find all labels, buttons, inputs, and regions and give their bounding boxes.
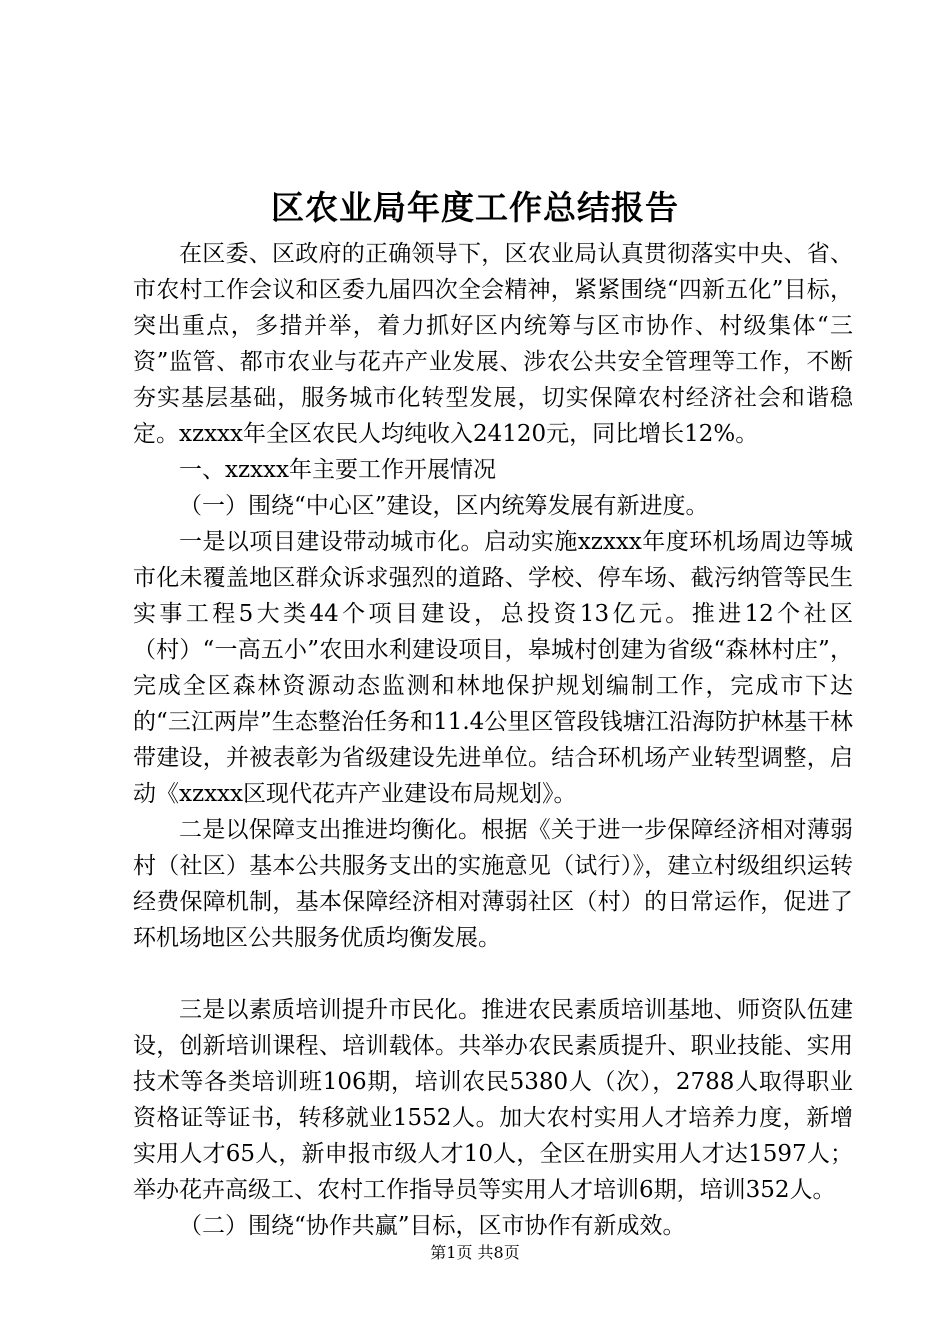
intro-paragraph: 在区委、区政府的正确领导下，区农业局认真贯彻落实中央、省、市农村工作会议和区委九届四次全会精神，紧紧围绕“四新五化”目标，突出重点，多措并举，着力抓好区内统筹与区市协作、村级集体“三资”监管、都市农业与花卉产业发展、涉农公共安全管理等工作，不断夯实基层基础，服务城市化转型发展，切实保障农村经济社会和谐稳定。xzxxx年全区农民人均纯收入24120元，同比增长12%。 <box>133 241 853 447</box>
body-paragraph-1: 一是以项目建设带动城市化。启动实施xzxxx年度环机场周边等城市化未覆盖地区群众诉求强烈的道路、学校、停车场、截污纳管等民生实事工程5大类44个项目建设，总投资13亿元。推进12个社区（村）“一高五小”农田水利建设项目，皋城村创建为省级“森林村庄”，完成全区森林资源动态监测和林地保护规划编制工作，完成市下达的“三江两岸”生态整治任务和11.4公里区管段钱塘江沿海防护林基干林带建设，并被表彰为省级建设先进单位。结合环机场产业转型调整，启动《xzxxx区现代花卉产业建设布局规划》。 <box>133 529 853 807</box>
body-paragraph-2: 二是以保障支出推进均衡化。根据《关于进一步保障经济相对薄弱村（社区）基本公共服务支出的实施意见（试行）》，建立村级组织运转经费保障机制，基本保障经济相对薄弱社区（村）的日常运作，促进了环机场地区公共服务优质均衡发展。 <box>133 817 853 951</box>
page-footer: 第1页 共8页 <box>430 1243 520 1262</box>
body-paragraph-3: 三是以素质培训提升市民化。推进农民素质培训基地、师资队伍建设，创新培训课程、培训载体。共举办农民素质提升、职业技能、实用技术等各类培训班106期，培训农民5380人（次），2788人取得职业资格证等证书，转移就业1552人。加大农村实用人才培养力度，新增实用人才65人，新申报市级人才10人，全区在册实用人才达1597人；举办花卉高级工、农村工作指导员等实用人才培训6期，培训352人。 <box>133 997 853 1203</box>
subsection-heading-1: （一）围绕“中心区”建设，区内统筹发展有新进度。 <box>179 493 709 519</box>
document-body <box>133 236 853 1244</box>
subsection-heading-2: （二）围绕“协作共赢”目标，区市协作有新成效。 <box>179 1213 686 1239</box>
paragraph-spacer <box>133 956 853 992</box>
section-heading: 一、xzxxx年主要工作开展情况 <box>179 457 497 483</box>
document-title: 区农业局年度工作总结报告 <box>271 188 679 227</box>
